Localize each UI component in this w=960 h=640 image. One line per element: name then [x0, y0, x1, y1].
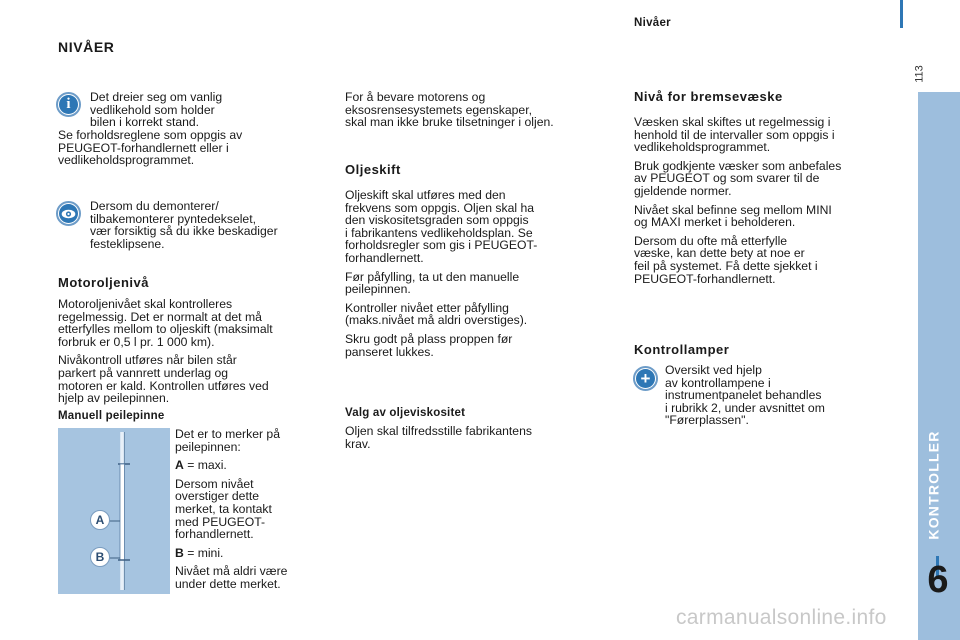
dipstick-illustration	[58, 428, 170, 594]
dipstick-text	[175, 428, 335, 591]
oilchange-p2: Før påfylling, ta ut den manuelle peilepinnen.	[345, 269, 520, 297]
info-note-indented: Det dreier seg om vanlig vedlikehold som holder bilen i korrekt stand.	[90, 90, 223, 130]
motoroil-p1: Motoroljenivået skal kontrolleres regelmessig. Det er normalt at det må etterfylles mellom to oljeskift (maksimalt forbruk er 0,5 l pr. 1 000 km).	[58, 297, 273, 349]
brake-p4: Dersom du ofte må etterfylle væske, kan dette bety at noe er feil på systemet. Få dette sjekket i PEUGEOT-forhandlernett.	[634, 233, 818, 286]
info-icon: i	[56, 92, 81, 117]
eye-note-text: Dersom du demonterer/ tilbakemonterer pyntedekselet, vær forsiktig så du ikke beskadiger festeklipsene.	[90, 199, 278, 251]
motoroil-heading: Motoroljenivå	[58, 275, 150, 290]
dipstick-heading: Manuell peilepinne	[58, 410, 165, 422]
oilchange-p3: Kontroller nivået etter påfylling (maks.nivået må aldri overstiges).	[345, 300, 528, 328]
viscosity-text: Oljen skal tilfredsstille fabrikantens krav.	[345, 424, 532, 451]
additives-note: For å bevare motorens og eksosrensesystemets egenskaper, skal man ikke bruke tilsetninger i oljen.	[345, 90, 554, 130]
chapter-tab	[918, 92, 960, 640]
dipstick-b-note: Nivået må aldri være under dette merket.	[175, 564, 288, 591]
lamps-heading: Kontrollamper	[634, 342, 730, 357]
oilchange-p4: Skru godt på plass proppen før panseret lukkes.	[345, 331, 513, 359]
brake-p2: Bruk godkjente væsker som anbefales av PEUGEOT og som svarer til de gjeldende normer.	[634, 158, 842, 198]
dipstick-a-line: A = maxi.	[175, 458, 227, 473]
chapter-label: KONTROLLER	[925, 430, 942, 540]
viscosity-heading: Valg av oljeviskositet	[345, 407, 466, 419]
dipstick-drawing	[58, 428, 170, 594]
oilchange-section	[345, 189, 537, 358]
dipstick-marker-a: A	[90, 510, 110, 530]
eye-icon	[56, 201, 81, 226]
page-title: NIVÅER	[58, 39, 115, 55]
page-number: 113	[913, 65, 926, 83]
oilchange-heading: Oljeskift	[345, 162, 401, 177]
dipstick-marker-b: B	[90, 547, 110, 567]
lamps-text: Oversikt ved hjelp av kontrollampene i instrumentpanelet behandles i rubrikk 2, under avsnittet om "Førerplassen".	[665, 363, 825, 428]
brake-section	[634, 116, 841, 285]
motoroil-section	[58, 298, 273, 405]
motoroil-p2: Nivåkontroll utføres når bilen står parkert på vannrett underlag og motoren er kald. Kontrollen utføres ved hjelp av peilepinnen.	[58, 353, 269, 406]
brake-p1: Væsken skal skiftes ut regelmessig i henhold til de intervaller som oppgis i vedlikeholdsprogrammet.	[634, 115, 835, 155]
watermark: carmanualsonline.info	[676, 606, 887, 629]
oilchange-p1: Oljeskift skal utføres med den frekvens som oppgis. Oljen skal ha den viskositetsgraden som oppgis i fabrikantens vedlikeholdsplan. Se forholdsregler som gis i PEUGEOT- forhandlernett.	[345, 188, 538, 265]
brake-p3: Nivået skal befinne seg mellom MINI og MAXI merket i beholderen.	[634, 202, 832, 230]
dipstick-b-line: B = mini.	[175, 545, 224, 560]
info-note-text: Se forholdsreglene som oppgis av PEUGEOT-forhandlernett eller i vedlikeholdsprogrammet.	[58, 128, 243, 168]
header-divider	[900, 0, 903, 28]
dipstick-a-note: Dersom nivået overstiger dette merket, ta kontakt med PEUGEOT- forhandlernett.	[175, 476, 272, 542]
plus-icon: +	[633, 366, 658, 391]
dipstick-intro: Det er to merker på peilepinnen:	[175, 427, 280, 454]
running-header: Nivåer	[634, 17, 671, 29]
chapter-number: 6	[927, 559, 949, 601]
brake-heading: Nivå for bremsevæske	[634, 89, 783, 104]
